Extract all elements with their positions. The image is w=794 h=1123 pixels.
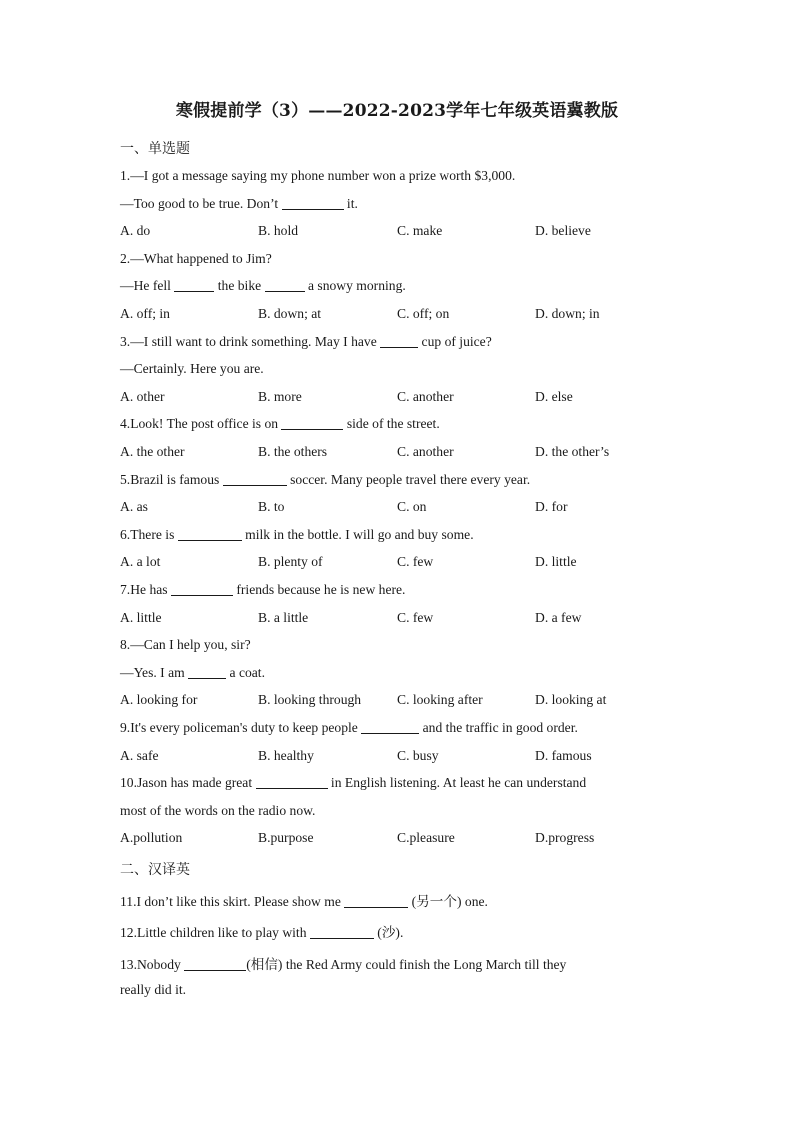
- question-text-line: [120, 953, 566, 973]
- answer-option-c[interactable]: C. on: [397, 499, 427, 515]
- answer-option-a[interactable]: A. little: [120, 609, 162, 625]
- question-text-line: [120, 527, 474, 543]
- question-text-line: [120, 720, 578, 736]
- question-text-line: [120, 416, 440, 432]
- answer-option-c[interactable]: C. few: [397, 554, 434, 570]
- answer-option-d[interactable]: D. for: [535, 499, 568, 515]
- answer-option-b[interactable]: B.purpose: [258, 830, 314, 846]
- answer-blank[interactable]: [282, 196, 344, 210]
- question-text: (沙).: [373, 925, 404, 940]
- question-text-line: [120, 665, 265, 681]
- question-text: most of the words on the radio now.: [120, 802, 316, 818]
- question-text: side of the street.: [343, 416, 440, 432]
- answer-option-d[interactable]: D. down; in: [535, 306, 600, 321]
- answer-option-c[interactable]: C. off; on: [397, 306, 450, 321]
- question-text: (另一个) one.: [408, 894, 488, 909]
- answer-option-c[interactable]: C. busy: [397, 747, 439, 763]
- question-text-line: [120, 251, 272, 267]
- answer-blank[interactable]: [184, 957, 246, 971]
- answer-option-a[interactable]: A. the other: [120, 444, 185, 459]
- answer-option-c[interactable]: C. another: [397, 388, 454, 404]
- answer-blank[interactable]: [178, 527, 242, 541]
- question-text-line: [120, 775, 586, 791]
- answer-option-b[interactable]: B. a little: [258, 609, 309, 625]
- answer-option-a[interactable]: A. looking for: [120, 692, 198, 708]
- section-heading: 一、单选题: [120, 141, 190, 157]
- answer-option-c[interactable]: C. another: [397, 444, 454, 459]
- answer-blank[interactable]: [380, 334, 418, 348]
- answer-option-a[interactable]: A. as: [120, 499, 148, 515]
- question-text-line: [120, 921, 403, 941]
- section-heading: 二、汉译英: [120, 862, 190, 878]
- answer-blank[interactable]: [265, 278, 305, 292]
- question-text-line: [120, 637, 251, 653]
- question-text-line: [120, 472, 530, 488]
- answer-option-a[interactable]: A. safe: [120, 747, 159, 763]
- question-text: 5.Brazil is famous: [120, 471, 223, 487]
- question-text-line: [120, 196, 358, 212]
- question-text: 8.—Can I help you, sir?: [120, 637, 251, 653]
- answer-option-d[interactable]: D. famous: [535, 747, 592, 763]
- question-text: 2.—What happened to Jim?: [120, 250, 272, 266]
- answer-option-c[interactable]: C.pleasure: [397, 830, 455, 846]
- question-text-line: [120, 803, 315, 819]
- answer-option-a[interactable]: A. do: [120, 223, 151, 239]
- question-text: 10.Jason has made great: [120, 775, 256, 791]
- page-title: 寒假提前学（3）——2022-2023学年七年级英语冀教版: [175, 101, 619, 121]
- answer-option-a[interactable]: A. other: [120, 388, 165, 404]
- answer-blank[interactable]: [361, 720, 419, 734]
- answer-option-d[interactable]: D. else: [535, 388, 573, 404]
- answer-blank[interactable]: [344, 894, 408, 908]
- answer-blank[interactable]: [256, 775, 328, 789]
- answer-blank[interactable]: [281, 416, 343, 430]
- question-text-line: [120, 582, 405, 598]
- answer-option-d[interactable]: D. believe: [535, 223, 591, 239]
- question-text: 1.—I got a message saying my phone number won a prize worth $3,000.: [120, 168, 516, 183]
- answer-option-a[interactable]: A. off; in: [120, 306, 170, 321]
- question-text: —Certainly. Here you are.: [120, 361, 264, 377]
- question-text: 12.Little children like to play with: [120, 925, 310, 940]
- question-text: (相信) the Red Army could finish the Long March till they: [246, 957, 567, 972]
- answer-option-b[interactable]: B. to: [258, 499, 285, 515]
- answer-blank[interactable]: [188, 665, 226, 679]
- answer-option-b[interactable]: B. plenty of: [258, 554, 323, 570]
- answer-option-b[interactable]: B. healthy: [258, 747, 314, 763]
- question-text-line: [120, 168, 515, 184]
- question-text: —Yes. I am: [120, 664, 189, 680]
- answer-option-d[interactable]: D. a few: [535, 609, 582, 625]
- question-text: milk in the bottle. I will go and buy some.: [241, 526, 474, 542]
- question-text-line: [120, 361, 264, 377]
- answer-option-b[interactable]: B. looking through: [258, 692, 362, 708]
- question-text: it.: [343, 195, 358, 211]
- question-text: 6.There is: [120, 526, 178, 542]
- answer-option-b[interactable]: B. the others: [258, 444, 328, 459]
- answer-option-c[interactable]: C. looking after: [397, 692, 483, 708]
- question-text: 9.It's every policeman's duty to keep people: [120, 720, 362, 735]
- answer-option-c[interactable]: C. make: [397, 223, 443, 239]
- question-text: 13.Nobody: [120, 957, 185, 972]
- answer-option-d[interactable]: D. the other’s: [535, 444, 610, 459]
- question-text: friends because he is new here.: [232, 582, 406, 597]
- answer-blank[interactable]: [223, 472, 287, 486]
- question-text-line: [120, 334, 492, 350]
- answer-option-d[interactable]: D. little: [535, 554, 577, 570]
- answer-option-b[interactable]: B. hold: [258, 223, 299, 239]
- answer-option-b[interactable]: B. down; at: [258, 306, 322, 321]
- answer-blank[interactable]: [171, 582, 233, 596]
- question-text: the bike: [214, 278, 265, 294]
- answer-option-a[interactable]: A.pollution: [120, 830, 183, 846]
- question-text-line: [120, 278, 406, 294]
- answer-option-c[interactable]: C. few: [397, 609, 434, 625]
- question-text: —Too good to be true. Don’t: [120, 195, 282, 211]
- question-text: in English listening. At least he can understand: [327, 775, 587, 791]
- question-text: cup of juice?: [418, 333, 492, 349]
- question-text: soccer. Many people travel there every year.: [286, 471, 531, 487]
- answer-blank[interactable]: [174, 278, 214, 292]
- question-text: 7.He has: [120, 582, 171, 597]
- question-text-line: [120, 890, 488, 910]
- question-text: 3.—I still want to drink something. May I have: [120, 333, 381, 349]
- answer-option-d[interactable]: D. looking at: [535, 692, 607, 708]
- question-text: and the traffic in good order.: [419, 720, 578, 735]
- answer-blank[interactable]: [310, 925, 374, 939]
- question-text: —He fell: [120, 278, 175, 294]
- question-text: 4.Look! The post office is on: [120, 416, 282, 432]
- question-text: a coat.: [226, 664, 265, 680]
- answer-option-b[interactable]: B. more: [258, 388, 302, 404]
- answer-option-d[interactable]: D.progress: [535, 830, 595, 846]
- question-text: really did it.: [120, 982, 187, 997]
- answer-option-a[interactable]: A. a lot: [120, 554, 161, 570]
- question-text: 11.I don’t like this skirt. Please show me: [120, 894, 345, 909]
- question-text-line: [120, 982, 186, 998]
- question-text: a snowy morning.: [304, 278, 406, 294]
